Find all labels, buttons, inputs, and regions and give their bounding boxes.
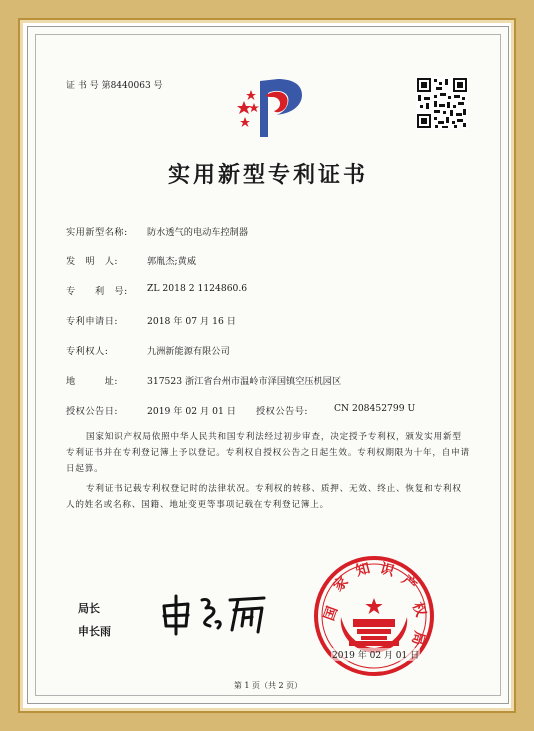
certificate-page: [27, 26, 509, 704]
field-label-inventor: 发 明 人:: [66, 256, 119, 267]
field-value-address: 317523 浙江省台州市温岭市泽国镇空压机园区: [147, 376, 342, 387]
field-value-filing-date: 2018 年 07 月 16 日: [147, 316, 236, 327]
field-label-utility-model-name: 实用新型名称:: [66, 227, 128, 238]
field-label-filing-date: 专利申请日:: [66, 316, 119, 327]
svg-text:权: 权: [408, 600, 429, 619]
grant-number-label: 授权公告号:: [256, 406, 309, 417]
field-value-patentee: 九洲新能源有限公司: [147, 346, 230, 357]
qr-code: [416, 77, 468, 129]
svg-text:识: 识: [378, 560, 396, 580]
qr-code-icon: [416, 77, 468, 129]
svg-text:知: 知: [354, 560, 372, 580]
svg-text:国: 国: [321, 604, 342, 623]
signer-name: 申长雨: [78, 625, 111, 638]
field-value-patent-number: ZL 2018 2 1124860.6: [147, 283, 248, 294]
grant-statement-paragraph: 国家知识产权局依照中华人民共和国专利法经过初步审查，决定授予专利权，颁发实用新型专利证书并在专利登记簿上予以登记。专利权自授权公告之日起生效。专利权期限为十年，自申请日起算。: [66, 432, 470, 474]
certificate-number: 证 书 号 第8440063 号: [66, 81, 163, 91]
seal-date: 2019 年 02 月 01 日: [331, 648, 420, 661]
legal-status-paragraph: 专利证书记载专利权登记时的法律状况。专利权的转移、质押、无效、终止、恢复和专利权人的姓名或名称、国籍、地址变更等事项记载在专利登记簿上。: [66, 484, 462, 510]
svg-text:局: 局: [408, 629, 428, 647]
grant-number-value: CN 208452799 U: [334, 403, 416, 414]
field-value-inventor: 郭胤杰;黄威: [147, 256, 197, 267]
cnipa-logo-icon: [236, 75, 304, 141]
svg-text:家: 家: [330, 573, 352, 595]
grant-date-label: 授权公告日:: [66, 406, 119, 417]
grant-date-value: 2019 年 02 月 01 日: [147, 406, 236, 417]
certificate-title: 实用新型专利证书: [167, 162, 368, 188]
field-label-patentee: 专利权人:: [66, 346, 109, 357]
handwritten-signature-icon: [158, 592, 268, 636]
page-footer: 第 1 页（共 2 页）: [233, 681, 303, 690]
field-label-address: 地 址:: [66, 376, 119, 387]
signer-title: 局长: [78, 602, 100, 615]
field-value-utility-model-name: 防水透气的电动车控制器: [147, 227, 249, 238]
svg-text:产: 产: [398, 572, 420, 594]
field-label-patent-number: 专 利 号:: [66, 286, 128, 297]
